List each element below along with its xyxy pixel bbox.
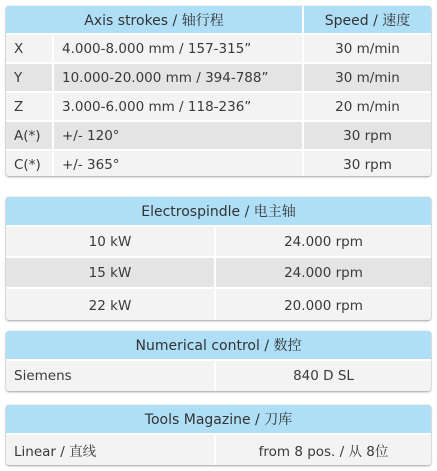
nc-model: 840 D SL: [293, 368, 354, 384]
axis-label: A(*): [6, 122, 54, 149]
axis-stroke: +/- 365°: [54, 151, 304, 176]
axis-label: Y: [6, 64, 54, 91]
axis-speed: 30 m/min: [335, 40, 400, 57]
axis-strokes-table: [6, 6, 431, 176]
spindle-rpm: 20.000 rpm: [284, 297, 363, 314]
spindle-rpm: 24.000 rpm: [284, 233, 363, 250]
axis-stroke: 10.000-20.000 mm / 394-788”: [54, 64, 304, 91]
axis-table-header: [6, 6, 431, 35]
table-row: [6, 435, 431, 465]
axis-stroke: 4.000-8.000 mm / 157-315”: [54, 35, 304, 62]
table-row: [6, 93, 431, 122]
table-row: [6, 361, 431, 391]
axis-label: Z: [6, 93, 54, 120]
axis-speed: 30 rpm: [343, 157, 392, 173]
axis-label: C(*): [6, 151, 54, 176]
numerical-control-header: Numerical control / 数控: [6, 331, 431, 359]
table-row: [6, 227, 431, 258]
tools-table-header: [6, 405, 431, 435]
axis-stroke: +/- 120°: [54, 122, 304, 149]
table-row: [6, 64, 431, 93]
speed-header: Speed / 速度: [304, 6, 431, 33]
nc-brand: Siemens: [6, 361, 216, 391]
tools-magazine-header: Tools Magazine / 刀库: [6, 405, 431, 433]
spindle-power: 10 kW: [6, 227, 216, 256]
electrospindle-table: [6, 197, 431, 320]
table-row: [6, 122, 431, 151]
spindle-rpm: 24.000 rpm: [284, 264, 363, 281]
table-row: [6, 151, 431, 176]
axis-speed: 30 m/min: [335, 69, 400, 86]
electrospindle-header: Electrospindle / 电主轴: [6, 197, 431, 225]
axis-speed: 20 m/min: [335, 98, 400, 115]
spindle-table-header: [6, 197, 431, 227]
tools-type: Linear / 直线: [6, 435, 216, 465]
table-row: [6, 289, 431, 320]
axis-speed: 30 rpm: [343, 127, 392, 144]
nc-table-header: [6, 331, 431, 361]
numerical-control-table: [6, 331, 431, 391]
axis-strokes-header: Axis strokes / 轴行程: [6, 6, 304, 33]
axis-stroke: 3.000-6.000 mm / 118-236”: [54, 93, 304, 120]
spindle-power: 15 kW: [6, 258, 216, 287]
table-row: [6, 258, 431, 289]
tools-positions: from 8 pos. / 从 8位: [258, 444, 389, 460]
axis-label: X: [6, 35, 54, 62]
table-row: [6, 35, 431, 64]
tools-magazine-table: [6, 405, 431, 465]
spindle-power: 22 kW: [6, 289, 216, 320]
